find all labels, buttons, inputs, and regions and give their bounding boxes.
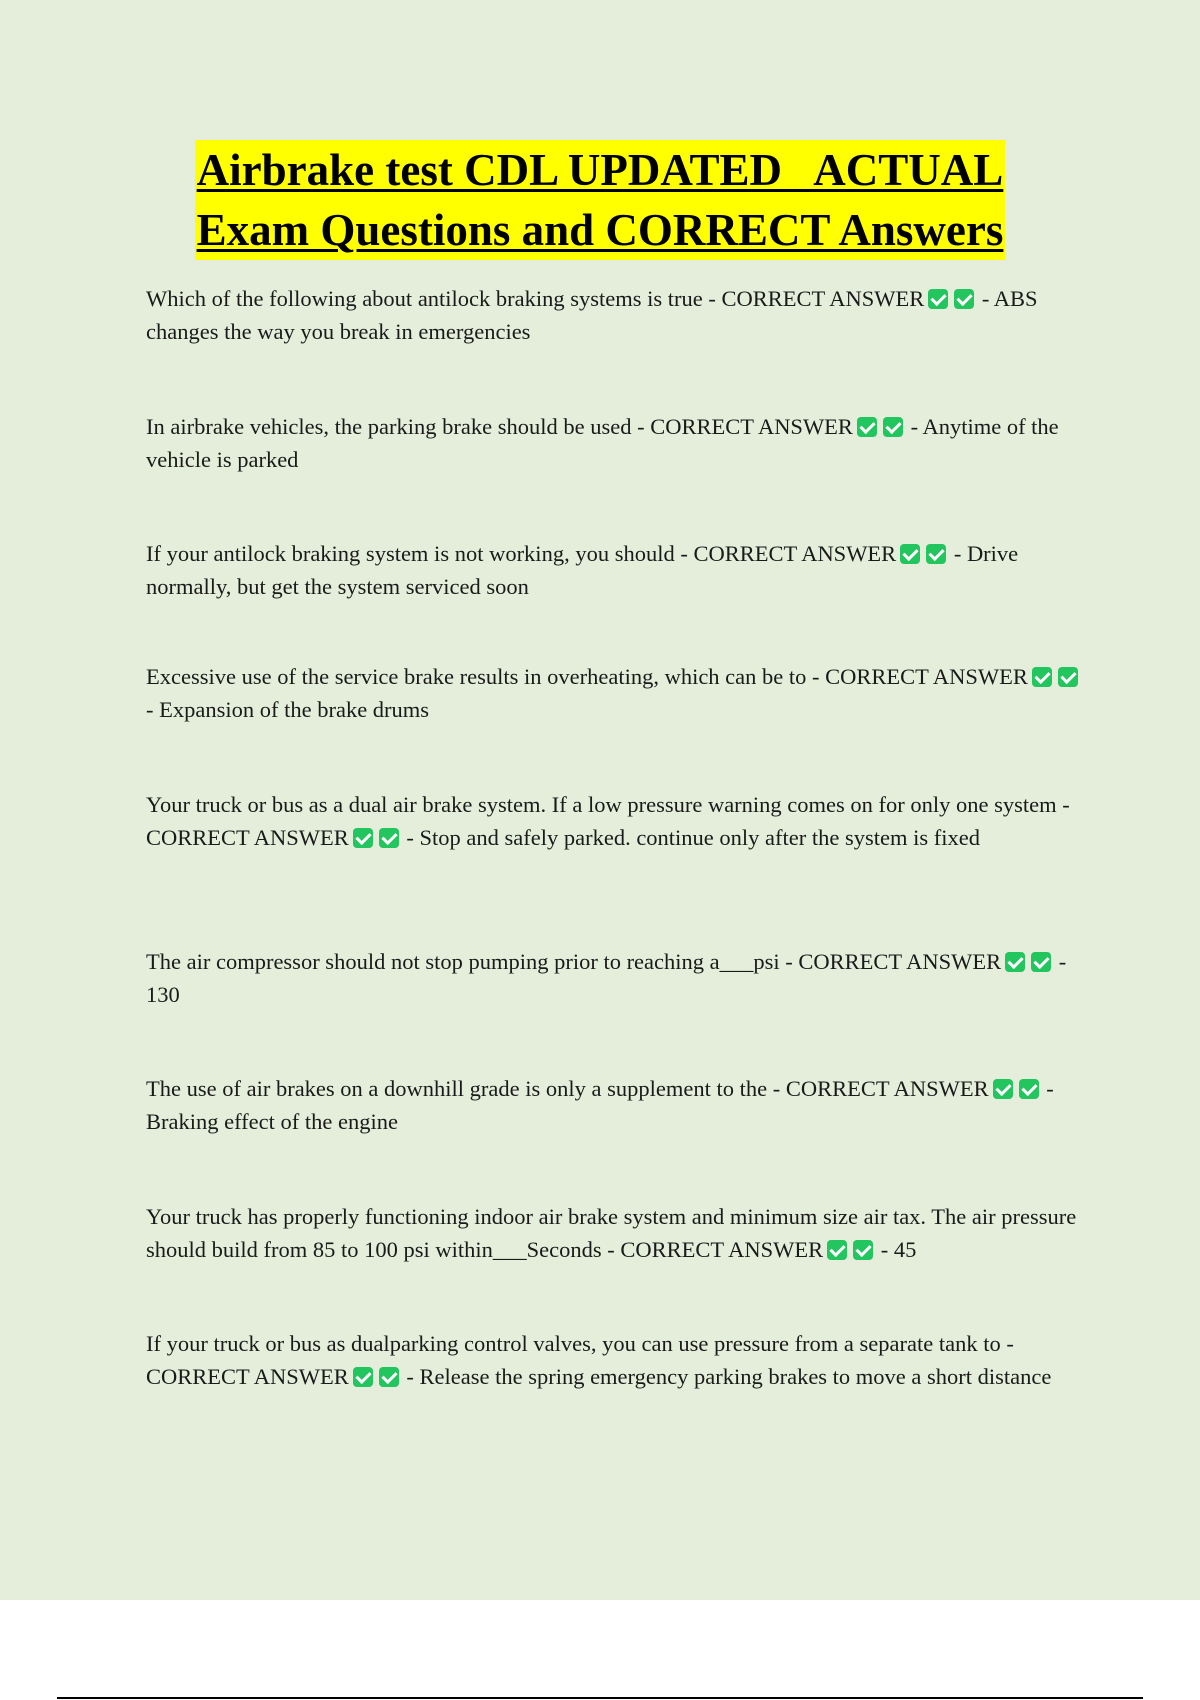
correct-answer-marker: - CORRECT ANSWER — [812, 664, 1028, 689]
answer-text: Stop and safely parked. continue only after the system is fixed — [419, 825, 980, 850]
answer-text: 130 — [146, 982, 180, 1007]
check-icon — [883, 417, 903, 437]
check-icon — [353, 828, 373, 848]
qa-item-1: Which of the following about antilock braking systems is true - CORRECT ANSWER - ABS changes the way you break in emergencies — [146, 286, 1038, 344]
question-text: If your truck or bus as dualparking control valves, you can use pressure from a separate tank to — [146, 1331, 1001, 1356]
correct-answer-marker: - CORRECT ANSWER — [772, 1076, 989, 1101]
check-icon — [857, 417, 877, 437]
qa-item-9: If your truck or bus as dualparking control valves, you can use pressure from a separate tank to - CORRECT ANSWER - Release the spring emergency parking brakes to move a short distance — [146, 1331, 1052, 1389]
check-icon — [1005, 952, 1025, 972]
question-text: In airbrake vehicles, the parking brake should be used — [146, 414, 632, 439]
question-text: Your truck has properly functioning indoor air brake system and minimum size air tax. The air pressure should build from 85 to 100 psi within___Seconds — [146, 1204, 1077, 1262]
qa-item-8: Your truck has properly functioning indoor air brake system and minimum size air tax. The air pressure should build from 85 to 100 psi within___Seconds - CORRECT ANSWER - 45 — [146, 1204, 1077, 1262]
document-title — [0, 140, 1200, 260]
question-text: The use of air brakes on a downhill grade is only a supplement to the — [146, 1076, 768, 1101]
answer-text: Expansion of the brake drums — [159, 697, 430, 722]
qa-item-6: The air compressor should not stop pumping prior to reaching a___psi - CORRECT ANSWER - 130 — [146, 949, 1067, 1007]
answer-text: Release the spring emergency parking brakes to move a short distance — [419, 1364, 1052, 1389]
check-icon — [853, 1240, 873, 1260]
qa-item-7: The use of air brakes on a downhill grade is only a supplement to the - CORRECT ANSWER - Braking effect of the engine — [146, 1076, 1054, 1134]
correct-answer-marker: - CORRECT ANSWER — [785, 949, 1002, 974]
qa-item-5: Your truck or bus as a dual air brake system. If a low pressure warning comes on for only one system - CORRECT ANSWER - Stop and safely parked. continue only after the system is fixed — [146, 792, 1070, 850]
correct-answer-marker: - CORRECT ANSWER — [146, 1331, 1014, 1389]
qa-item-2: In airbrake vehicles, the parking brake should be used - CORRECT ANSWER - Anytime of the vehicle is parked — [146, 414, 1059, 472]
correct-answer-marker: - CORRECT ANSWER — [708, 286, 925, 311]
question-text: Which of the following about antilock braking systems is true — [146, 286, 703, 311]
correct-answer-marker: - CORRECT ANSWER — [680, 541, 897, 566]
check-icon — [928, 289, 948, 309]
check-icon — [900, 544, 920, 564]
check-icon — [993, 1079, 1013, 1099]
question-text: The air compressor should not stop pumping prior to reaching a___psi — [146, 949, 780, 974]
check-icon — [1031, 952, 1051, 972]
qa-item-3: If your antilock braking system is not working, you should - CORRECT ANSWER - Drive normally, but get the system serviced soon — [146, 541, 1019, 599]
check-icon — [1032, 667, 1052, 687]
correct-answer-marker: - CORRECT ANSWER — [607, 1237, 824, 1262]
footer-divider — [57, 1697, 1143, 1699]
title-line-1: Airbrake test CDL UPDATED ACTUAL — [195, 140, 1006, 200]
correct-answer-marker: - CORRECT ANSWER — [146, 792, 1070, 850]
answer-text: Anytime of the vehicle is parked — [146, 414, 1059, 472]
check-icon — [379, 828, 399, 848]
check-icon — [926, 544, 946, 564]
qa-item-4: Excessive use of the service brake results in overheating, which can be to - CORRECT ANSWER - Expansion of the brake drums — [146, 660, 1086, 726]
answer-text: Braking effect of the engine — [146, 1109, 398, 1134]
answer-text: Drive normally, but get the system serviced soon — [146, 541, 1019, 599]
title-line-2: Exam Questions and CORRECT Answers — [195, 200, 1006, 260]
check-icon — [379, 1367, 399, 1387]
check-icon — [1019, 1079, 1039, 1099]
answer-text: 45 — [893, 1237, 917, 1262]
check-icon — [1058, 667, 1078, 687]
correct-answer-marker: - CORRECT ANSWER — [637, 414, 853, 439]
question-text: Your truck or bus as a dual air brake system. If a low pressure warning comes on for only one system — [146, 792, 1057, 817]
question-text: If your antilock braking system is not working, you should — [146, 541, 675, 566]
check-icon — [954, 289, 974, 309]
answer-text: ABS changes the way you break in emergencies — [146, 286, 1038, 344]
check-icon — [827, 1240, 847, 1260]
question-text: Excessive use of the service brake results in overheating, which can be to — [146, 664, 807, 689]
check-icon — [353, 1367, 373, 1387]
